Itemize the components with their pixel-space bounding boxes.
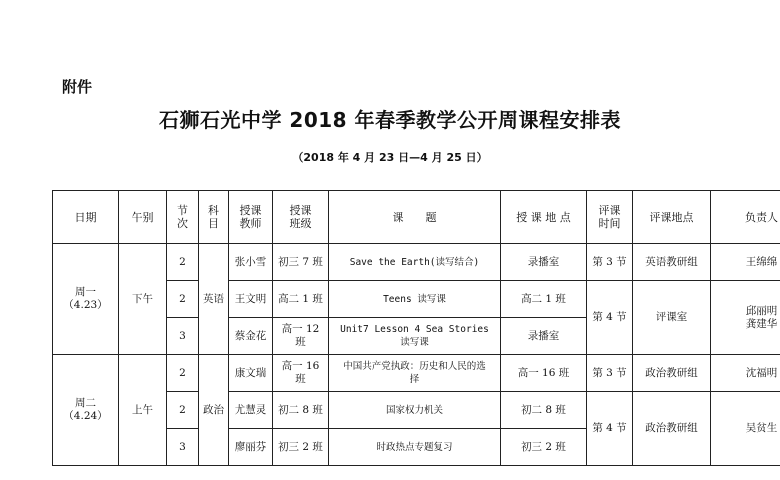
header-teacher [229, 191, 273, 244]
eval-time-cell: 第 3 节 [587, 244, 633, 281]
day1-subject: 英语 [199, 244, 229, 355]
header-topic: 课 题 [329, 191, 501, 244]
topic-cell [329, 318, 501, 355]
session-cell: 2 [167, 392, 199, 429]
topic-cell: 时政热点专题复习 [329, 429, 501, 466]
eval-place-cell: 政治教研组 [633, 355, 711, 392]
table-row [53, 244, 780, 281]
table-row [53, 355, 780, 392]
teacher-cell: 蔡金花 [229, 318, 273, 355]
eval-time-cell: 第 4 节 [587, 392, 633, 466]
header-session-text: 节 次 [177, 204, 188, 230]
class-cell: 初三 2 班 [273, 429, 329, 466]
session-cell: 2 [167, 281, 199, 318]
eval-place-cell: 政治教研组 [633, 392, 711, 466]
session-cell: 3 [167, 318, 199, 355]
header-session [167, 191, 199, 244]
header-date: 日期 [53, 191, 119, 244]
header-eval-time-text: 评课 时间 [598, 204, 621, 230]
location-cell: 录播室 [501, 318, 587, 355]
header-class [273, 191, 329, 244]
header-eval-time [587, 191, 633, 244]
location-cell: 录播室 [501, 244, 587, 281]
date-range: （2018 年 4 月 23 日—4 月 25 日） [292, 151, 488, 164]
leader-cell [711, 281, 780, 355]
topic-text: Unit7 Lesson 4 Sea Stories 读写课 [340, 324, 489, 348]
header-subject-text: 科 目 [208, 204, 219, 230]
day1-date-text: 周一 （4.23） [63, 286, 108, 311]
topic-cell: Teens 读写课 [329, 281, 501, 318]
teacher-cell: 王文明 [229, 281, 273, 318]
day1-date [53, 244, 119, 355]
header-row [53, 191, 780, 244]
topic-cell: 国家权力机关 [329, 392, 501, 429]
leader-text: 邱丽明 龚建华 [745, 304, 778, 330]
leader-cell: 吴贫生 [711, 392, 780, 466]
location-cell: 初二 8 班 [501, 392, 587, 429]
eval-place-cell: 英语教研组 [633, 244, 711, 281]
class-cell: 初二 8 班 [273, 392, 329, 429]
day2-subject: 政治 [199, 355, 229, 466]
session-cell: 3 [167, 429, 199, 466]
leader-cell: 王绵绵 [711, 244, 780, 281]
session-cell: 2 [167, 355, 199, 392]
header-leader: 负责人 [711, 191, 780, 244]
teacher-cell: 康文瑞 [229, 355, 273, 392]
eval-place-cell: 评课室 [633, 281, 711, 355]
header-class-text: 授课 班级 [289, 204, 312, 230]
leader-cell: 沈福明 [711, 355, 780, 392]
header-period-of-day: 午别 [119, 191, 167, 244]
eval-time-cell: 第 4 节 [587, 281, 633, 355]
class-cell: 高二 1 班 [273, 281, 329, 318]
eval-time-cell: 第 3 节 [587, 355, 633, 392]
day2-date-text: 周二 （4.24） [63, 397, 108, 422]
header-teacher-text: 授课 教师 [239, 204, 262, 230]
day2-date [53, 355, 119, 466]
topic-cell: Save the Earth(读写结合) [329, 244, 501, 281]
header-eval-place: 评课地点 [633, 191, 711, 244]
class-cell: 初三 7 班 [273, 244, 329, 281]
header-location: 授 课 地 点 [501, 191, 587, 244]
teacher-cell: 廖丽芬 [229, 429, 273, 466]
topic-cell [329, 355, 501, 392]
class-cell: 高一 12 班 [273, 318, 329, 355]
header-subject [199, 191, 229, 244]
location-cell: 初三 2 班 [501, 429, 587, 466]
teacher-cell: 张小雪 [229, 244, 273, 281]
day2-period: 上午 [119, 355, 167, 466]
teacher-cell: 尤慧灵 [229, 392, 273, 429]
session-cell: 2 [167, 244, 199, 281]
attachment-label: 附件 [62, 78, 93, 96]
document-title: 石狮石光中学 2018 年春季教学公开周课程安排表 [158, 108, 622, 132]
topic-text: 中国共产党执政：历史和人民的选 择 [343, 361, 486, 385]
day1-period: 下午 [119, 244, 167, 355]
location-cell: 高二 1 班 [501, 281, 587, 318]
class-cell: 高一 16 班 [273, 355, 329, 392]
schedule-table [52, 190, 780, 466]
location-cell: 高一 16 班 [501, 355, 587, 392]
